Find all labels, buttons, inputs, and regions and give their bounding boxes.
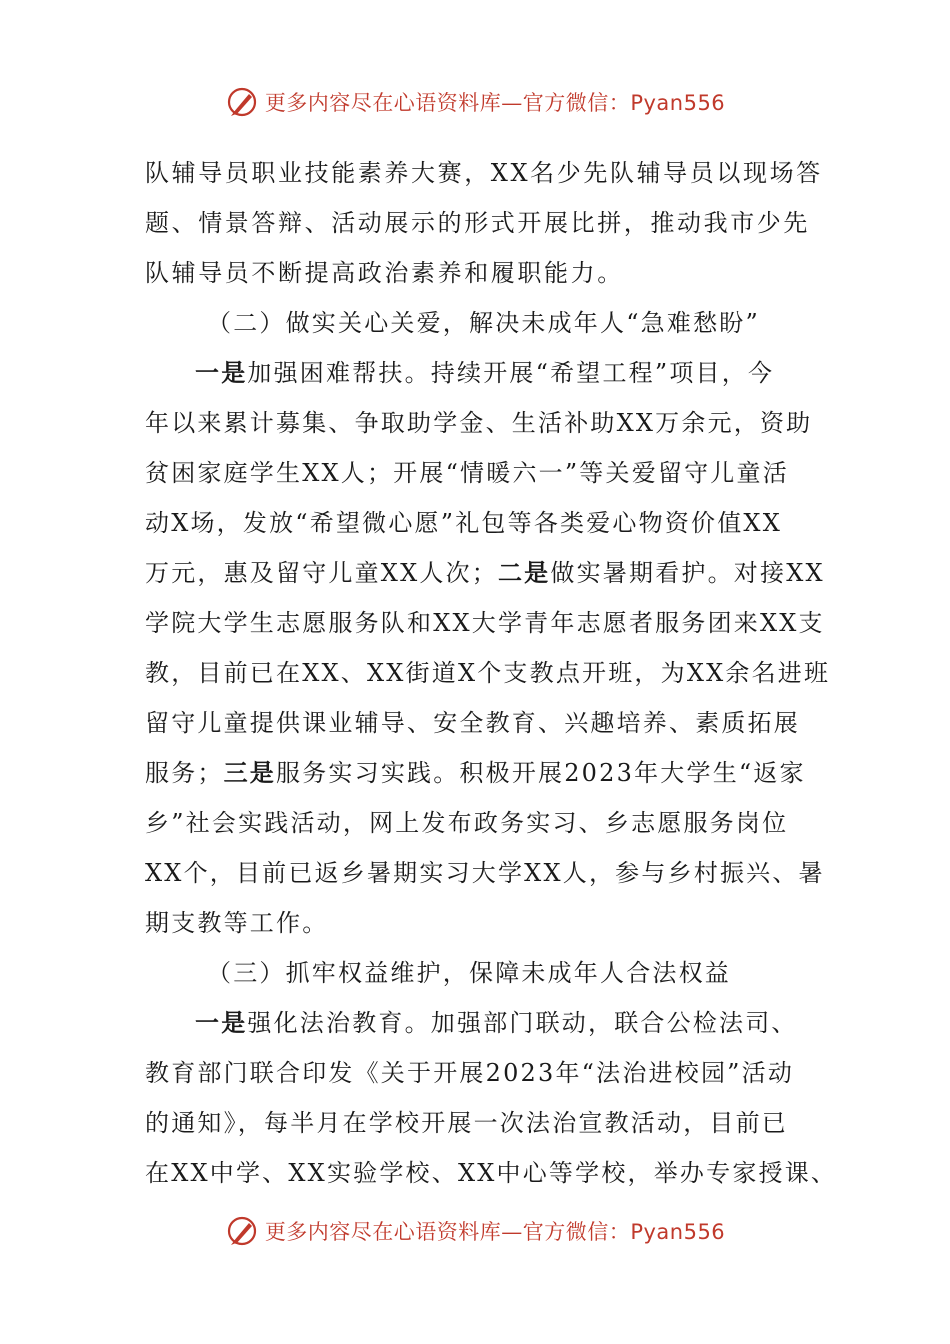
header-banner — [0, 80, 950, 124]
paragraph-line: 动X场，发放“希望微心愿”礼包等各类爱心物资价值XX — [145, 509, 782, 537]
paragraph-line: 服务；三是服务实习实践。积极开展2023年大学生“返家 — [145, 758, 806, 787]
bold-label: 一是 — [195, 358, 248, 387]
text-line: 题、情景答辩、活动展示的形式开展比拼，推动我市少先 — [145, 209, 810, 237]
paragraph-line: 万元，惠及留守儿童XX人次；二是做实暑期看护。对接XX — [145, 558, 825, 587]
paragraph-line: 学院大学生志愿服务队和XX大学青年志愿者服务团来XX支 — [145, 609, 825, 637]
banner-text: 更多内容尽在心语资料库—官方微信：Pyan556 — [264, 91, 726, 115]
pen-circle-logo-icon — [225, 85, 259, 119]
paragraph-line: 年以来累计募集、争取助学金、生活补助XX万余元，资助 — [145, 409, 813, 437]
paragraph-line: XX个，目前已返乡暑期实习大学XX人，参与乡村振兴、暑 — [145, 859, 825, 887]
banner-account: Pyan556 — [630, 1220, 726, 1244]
paragraph-line: 教育部门联合印发《关于开展2023年“法治进校园”活动 — [145, 1059, 795, 1087]
bold-label: 二是 — [497, 558, 551, 587]
section-heading-2: （二）做实关心关爱，解决未成年人“急难愁盼” — [207, 309, 760, 337]
pen-circle-logo-icon — [225, 1214, 259, 1248]
paragraph-line: 教，目前已在XX、XX街道X个支教点开班，为XX余名进班 — [145, 659, 831, 687]
text-line: 队辅导员职业技能素养大赛，XX名少先队辅导员以现场答 — [145, 159, 823, 187]
paragraph-line: 在XX中学、XX实验学校、XX中心等学校，举办专家授课、 — [145, 1159, 838, 1187]
banner-account: Pyan556 — [630, 91, 726, 115]
bold-label: 一是 — [195, 1008, 248, 1037]
paragraph-line: 一是加强困难帮扶。持续开展“希望工程”项目，今 — [195, 358, 775, 387]
document-body — [145, 148, 838, 1198]
paragraph-line: 期支教等工作。 — [145, 909, 329, 937]
banner-text: 更多内容尽在心语资料库—官方微信：Pyan556 — [264, 1220, 726, 1244]
section-heading-3: （三）抓牢权益维护，保障未成年人合法权益 — [207, 959, 731, 987]
paragraph-line: 贫困家庭学生XX人；开展“情暖六一”等关爱留守儿童活 — [145, 459, 789, 487]
text-line: 队辅导员不断提高政治素养和履职能力。 — [145, 259, 624, 287]
footer-banner — [0, 1209, 950, 1253]
paragraph-line: 留守儿童提供课业辅导、安全教育、兴趣培养、素质拓展 — [145, 709, 800, 737]
paragraph-line: 一是强化法治教育。加强部门联动，联合公检法司、 — [195, 1008, 798, 1037]
paragraph-line: 乡”社会实践活动，网上发布政务实习、乡志愿服务岗位 — [145, 809, 789, 837]
bold-label: 三是 — [223, 758, 277, 787]
paragraph-line: 的通知》，每半月在学校开展一次法治宣教活动，目前已 — [145, 1109, 788, 1137]
